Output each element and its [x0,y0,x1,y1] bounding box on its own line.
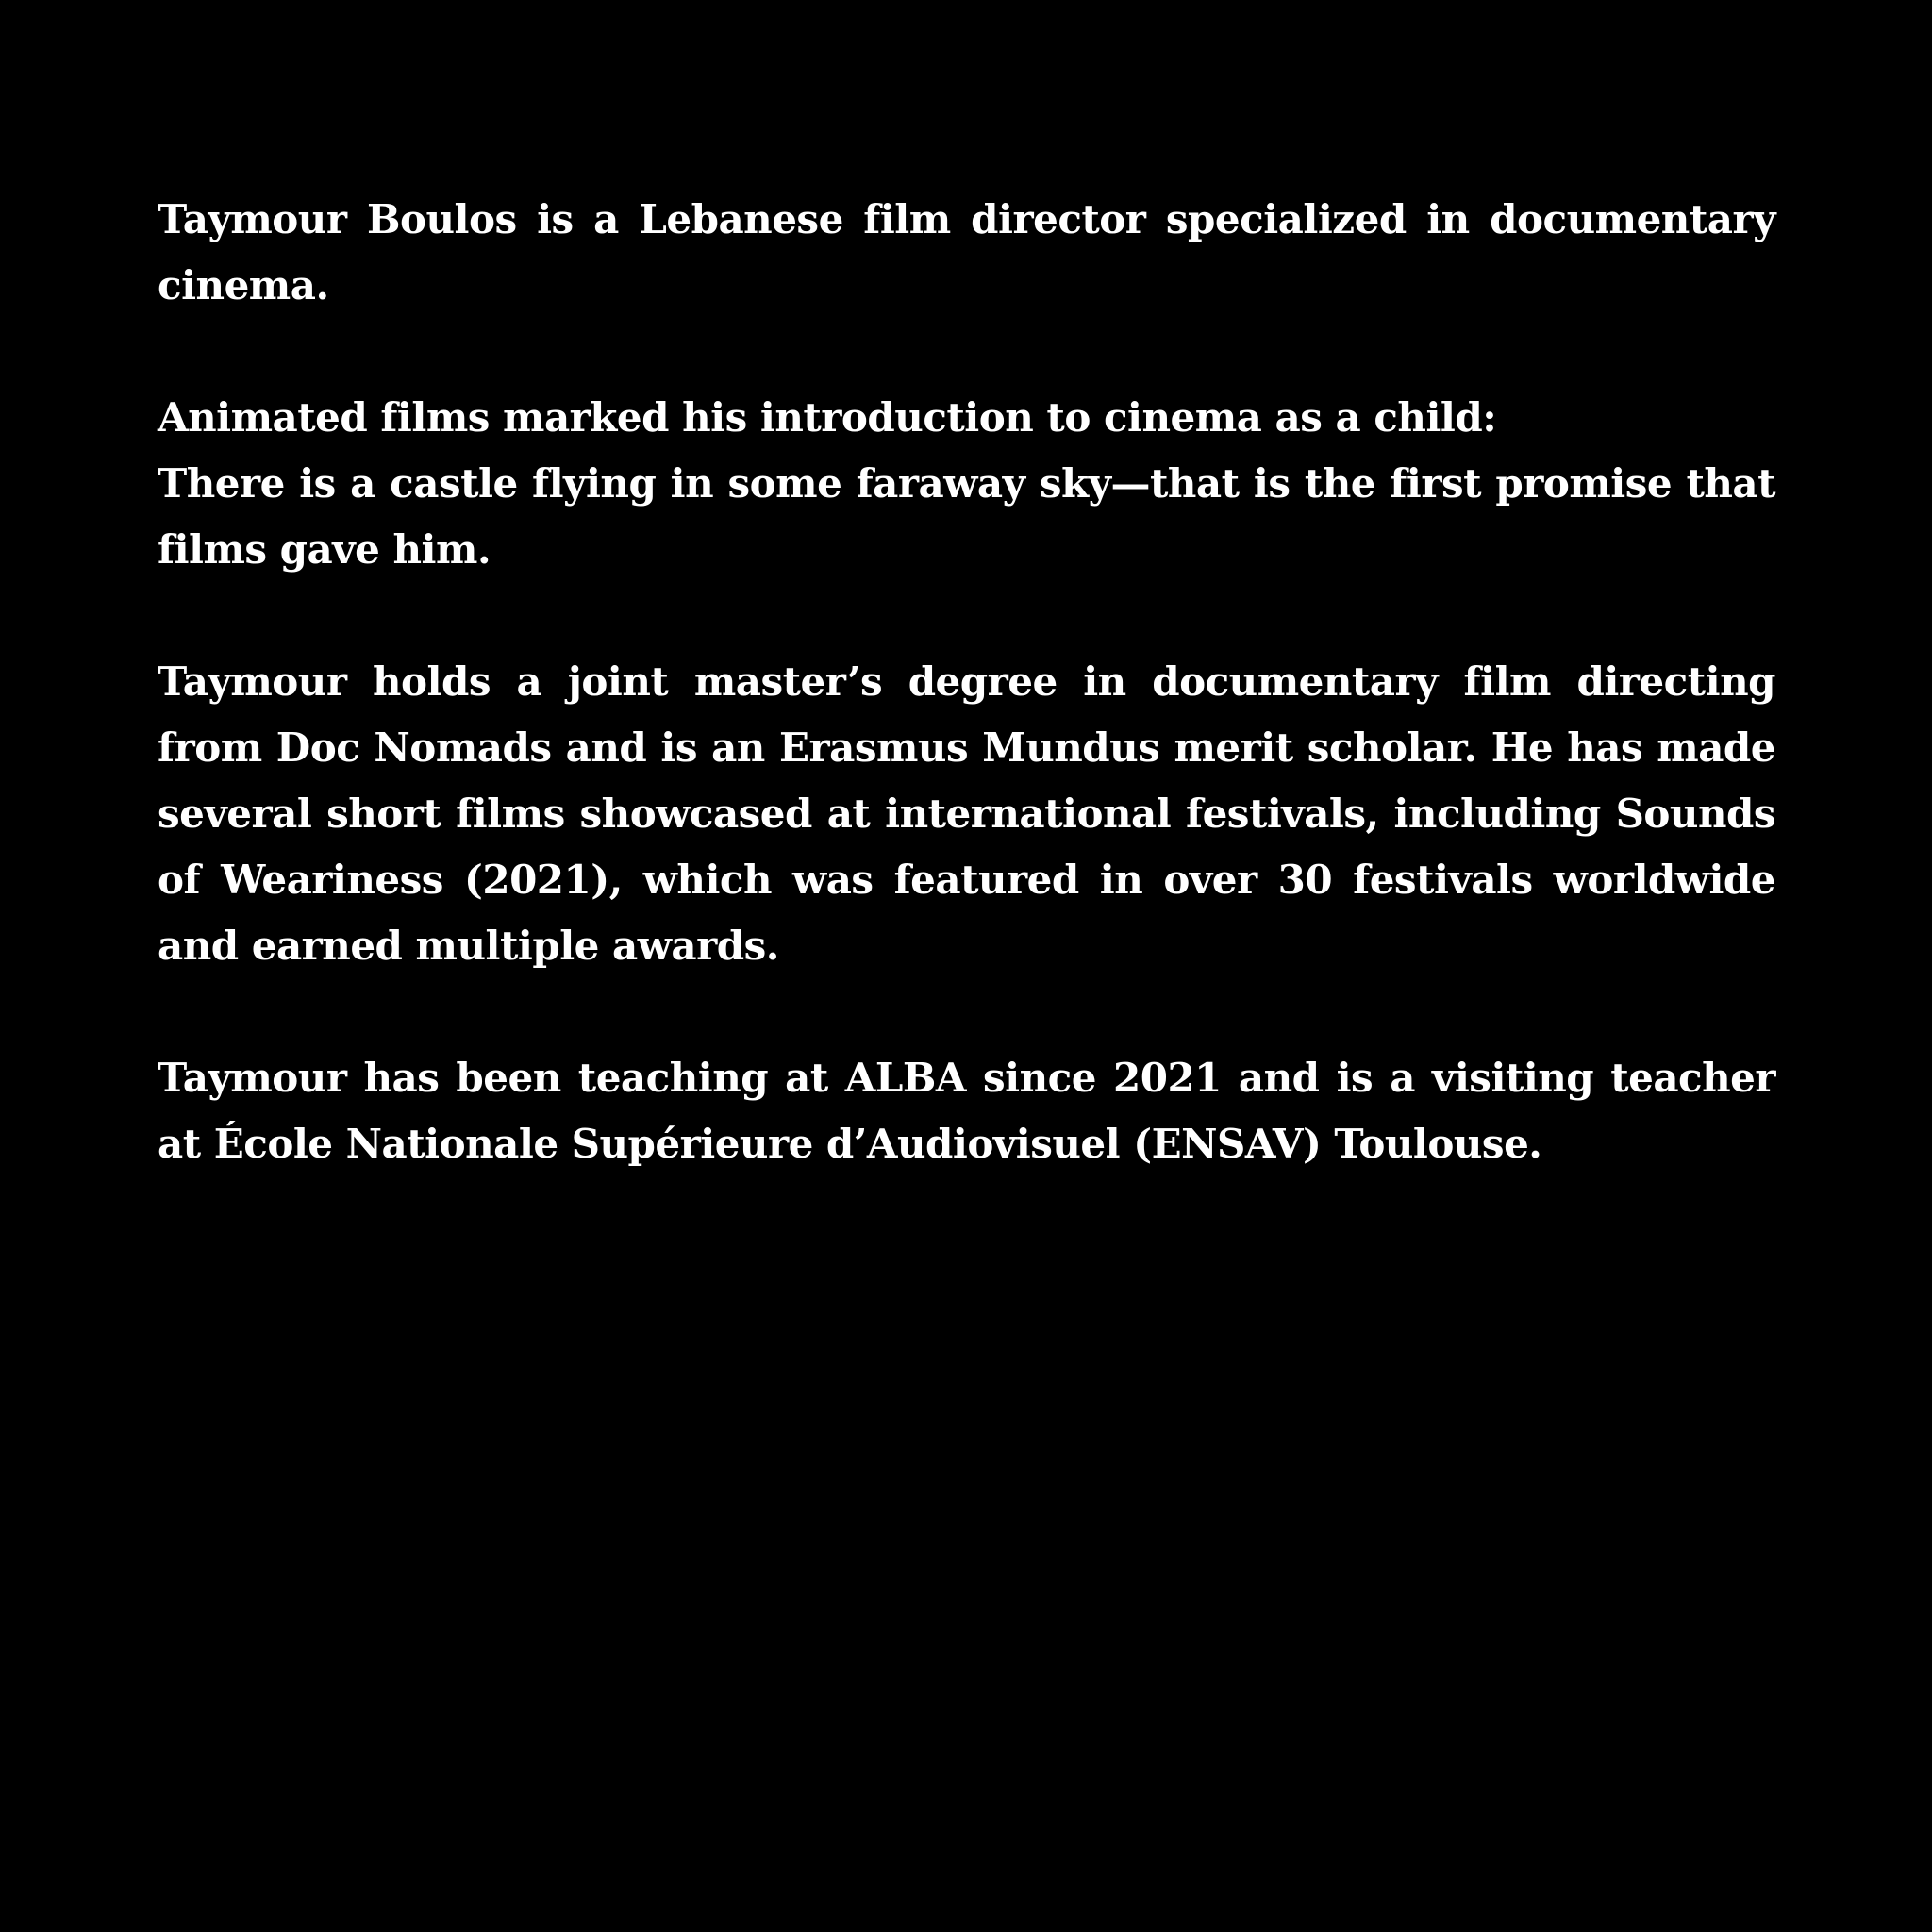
bio-text-block [158,187,1775,1177]
bio-paragraph-education: Taymour holds a joint master’s degree in documentary film directing from Doc Nomads and is an Erasmus Mundus merit scholar. He has made several short films showcased at international festivals, including Sounds of Weariness (2021), which was featured in over 30 festivals worldwide and earned multiple awards. [158,658,1775,969]
bio-paragraph-castle-promise: There is a castle flying in some faraway sky—that is the first promise that films gave him. [158,460,1775,573]
bio-paragraph-teaching: Taymour has been teaching at ALBA since 2021 and is a visiting teacher at École Nationale Supérieure d’Audiovisuel (ENSAV) Toulouse. [158,1055,1775,1167]
bio-paragraph-intro: Taymour Boulos is a Lebanese film director specialized in documentary cinema. [158,196,1775,308]
bio-paragraph-animated-films: Animated films marked his introduction to cinema as a child: [158,394,1497,441]
